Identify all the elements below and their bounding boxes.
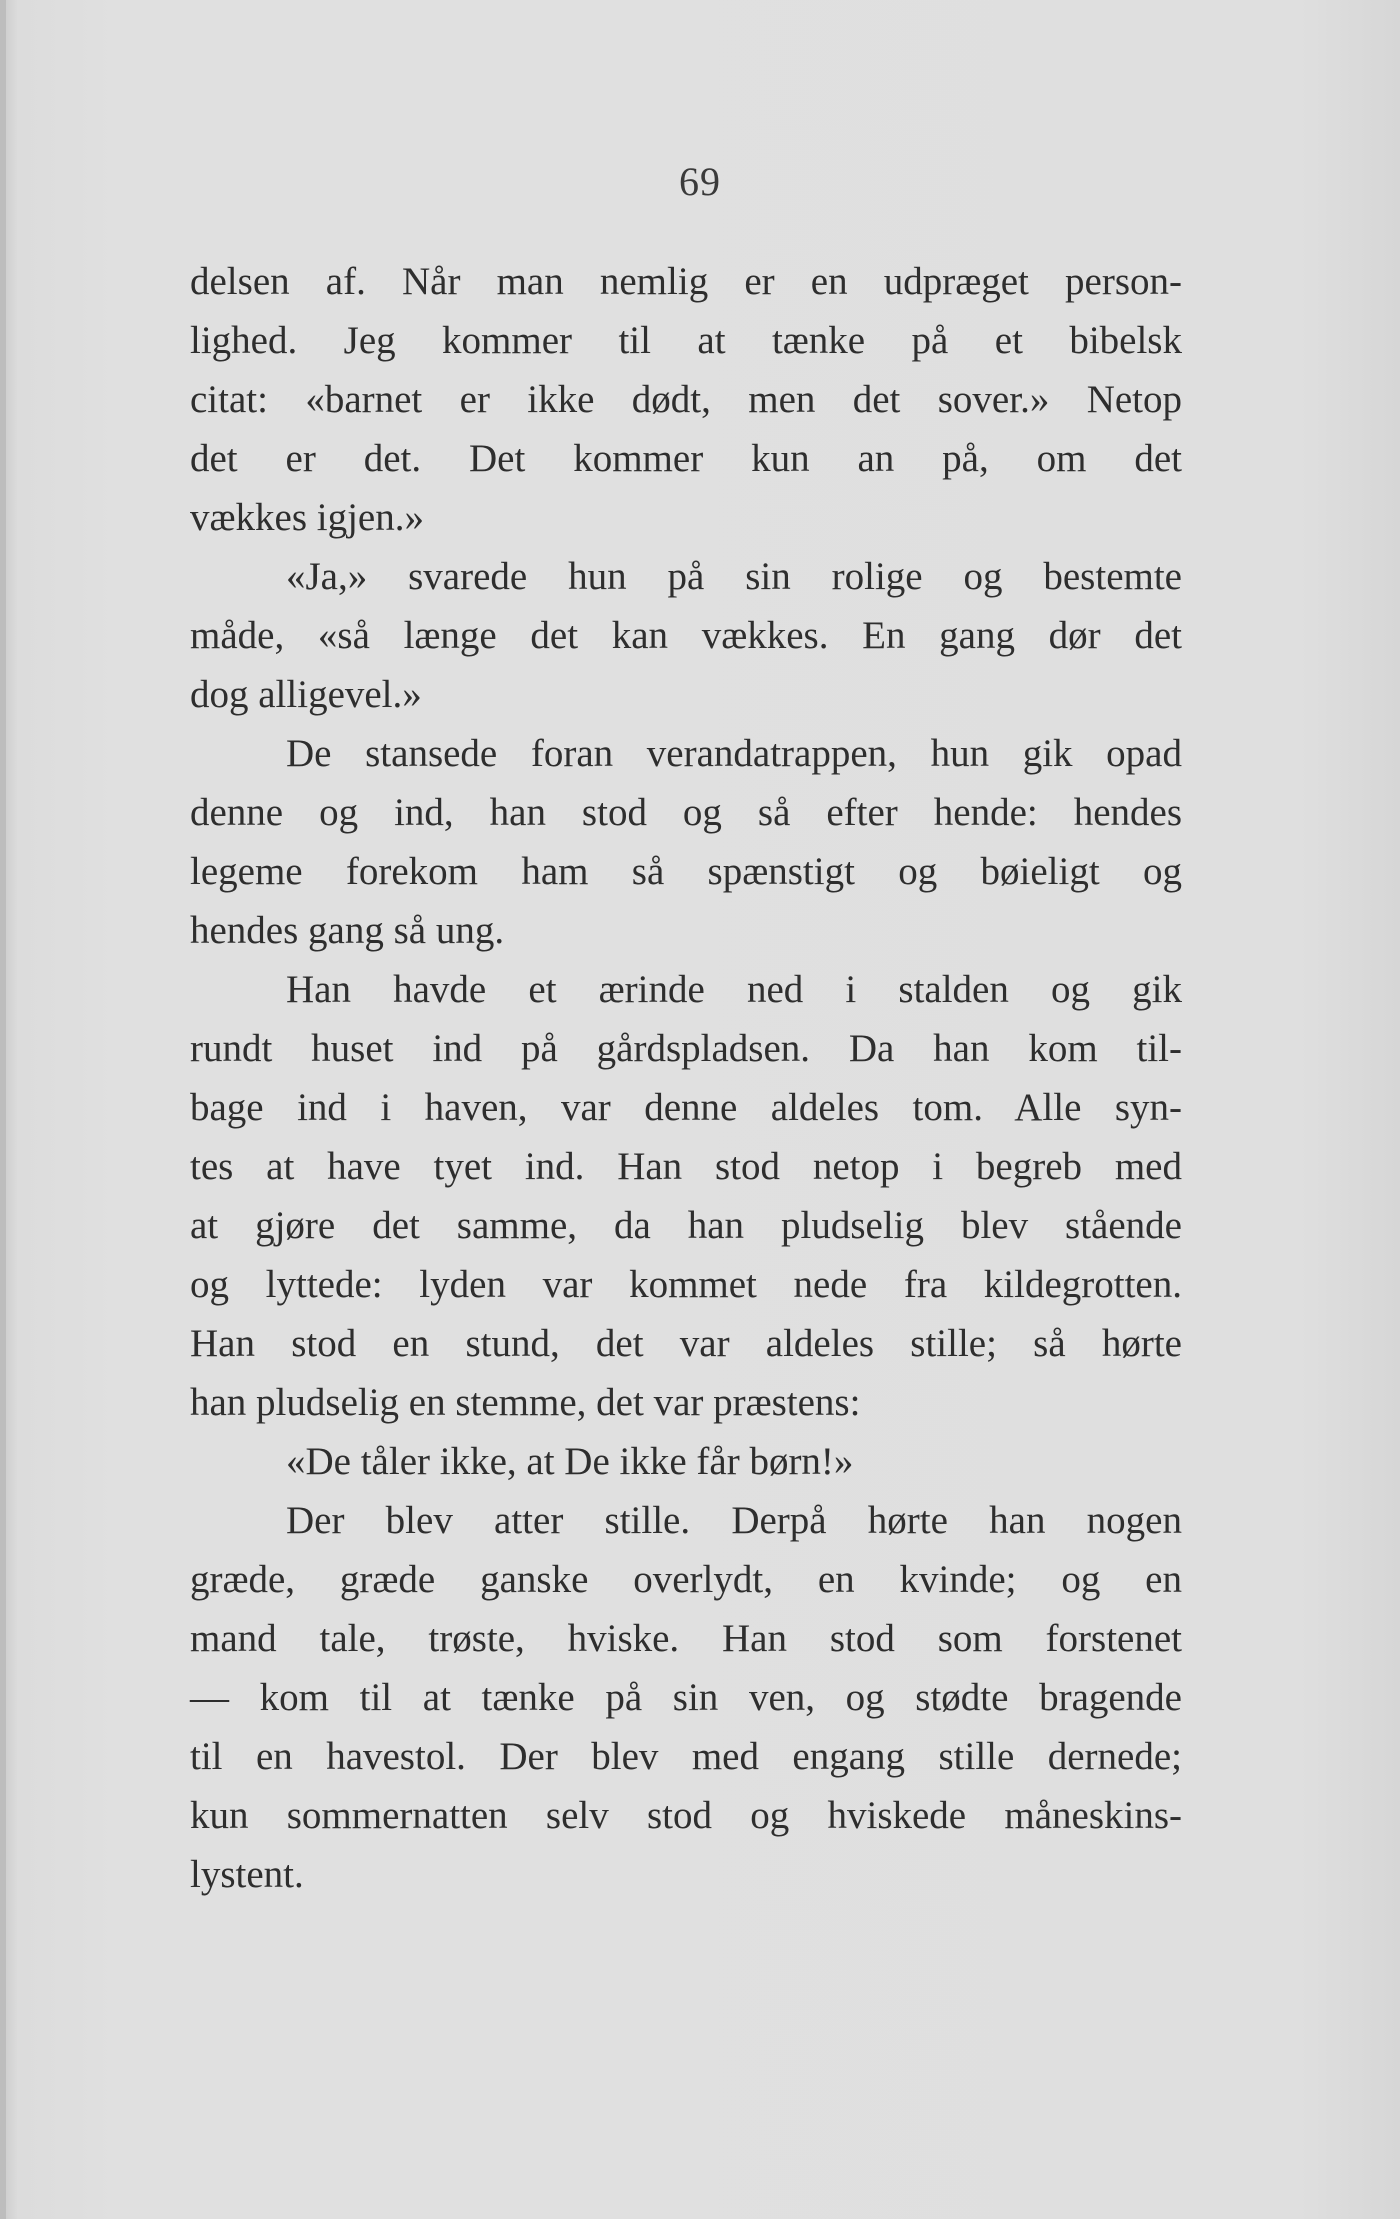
text-line: Han stod en stund, det var aldeles stille; så hørte (190, 1322, 1182, 1365)
text-line: lystent. (190, 1853, 304, 1896)
page-number: 69 (679, 159, 721, 204)
text-line: bage ind i haven, var denne aldeles tom. Alle syn- (190, 1086, 1182, 1129)
text-line: denne og ind, han stod og så efter hende: hendes (190, 791, 1182, 834)
text-line: måde, «så længe det kan vækkes. En gang dør det (190, 614, 1182, 657)
text-line: vækkes igjen.» (190, 496, 424, 539)
text-line: græde, græde ganske overlydt, en kvinde; og en (190, 1558, 1182, 1601)
text-line: De stansede foran verandatrappen, hun gik opad (286, 732, 1182, 775)
text-line: legeme forekom ham så spænstigt og bøieligt og (190, 850, 1182, 893)
text-line: rundt huset ind på gårdspladsen. Da han kom til- (190, 1027, 1182, 1070)
text-line: Han havde et ærinde ned i stalden og gik (286, 968, 1182, 1011)
text-line: «Ja,» svarede hun på sin rolige og bestemte (286, 555, 1182, 598)
text-line: at gjøre det samme, da han pludselig blev stående (190, 1204, 1182, 1247)
text-line: det er det. Det kommer kun an på, om det (190, 437, 1182, 480)
text-line: kun sommernatten selv stod og hviskede måneskins- (190, 1794, 1182, 1837)
text-line: tes at have tyet ind. Han stod netop i begreb med (190, 1145, 1182, 1188)
text-line: «De tåler ikke, at De ikke får børn!» (286, 1440, 854, 1483)
text-line: delsen af. Når man nemlig er en udpræget person- (190, 260, 1182, 303)
text-line: til en havestol. Der blev med engang stille dernede; (190, 1735, 1182, 1778)
text-line: han pludselig en stemme, det var præstens: (190, 1381, 861, 1424)
text-line: dog alligevel.» (190, 673, 422, 716)
text-line: hendes gang så ung. (190, 909, 505, 952)
text-line: mand tale, trøste, hviske. Han stod som forstenet (190, 1617, 1182, 1660)
text-line: og lyttede: lyden var kommet nede fra kildegrotten. (190, 1263, 1182, 1306)
text-line: Der blev atter stille. Derpå hørte han nogen (286, 1499, 1182, 1542)
text-line: citat: «barnet er ikke dødt, men det sover.» Netop (190, 378, 1182, 421)
text-line: — kom til at tænke på sin ven, og stødte bragende (190, 1676, 1182, 1719)
text-line: lighed. Jeg kommer til at tænke på et bibelsk (190, 319, 1182, 362)
body-text (190, 252, 1182, 1904)
binding-edge (0, 0, 6, 2219)
